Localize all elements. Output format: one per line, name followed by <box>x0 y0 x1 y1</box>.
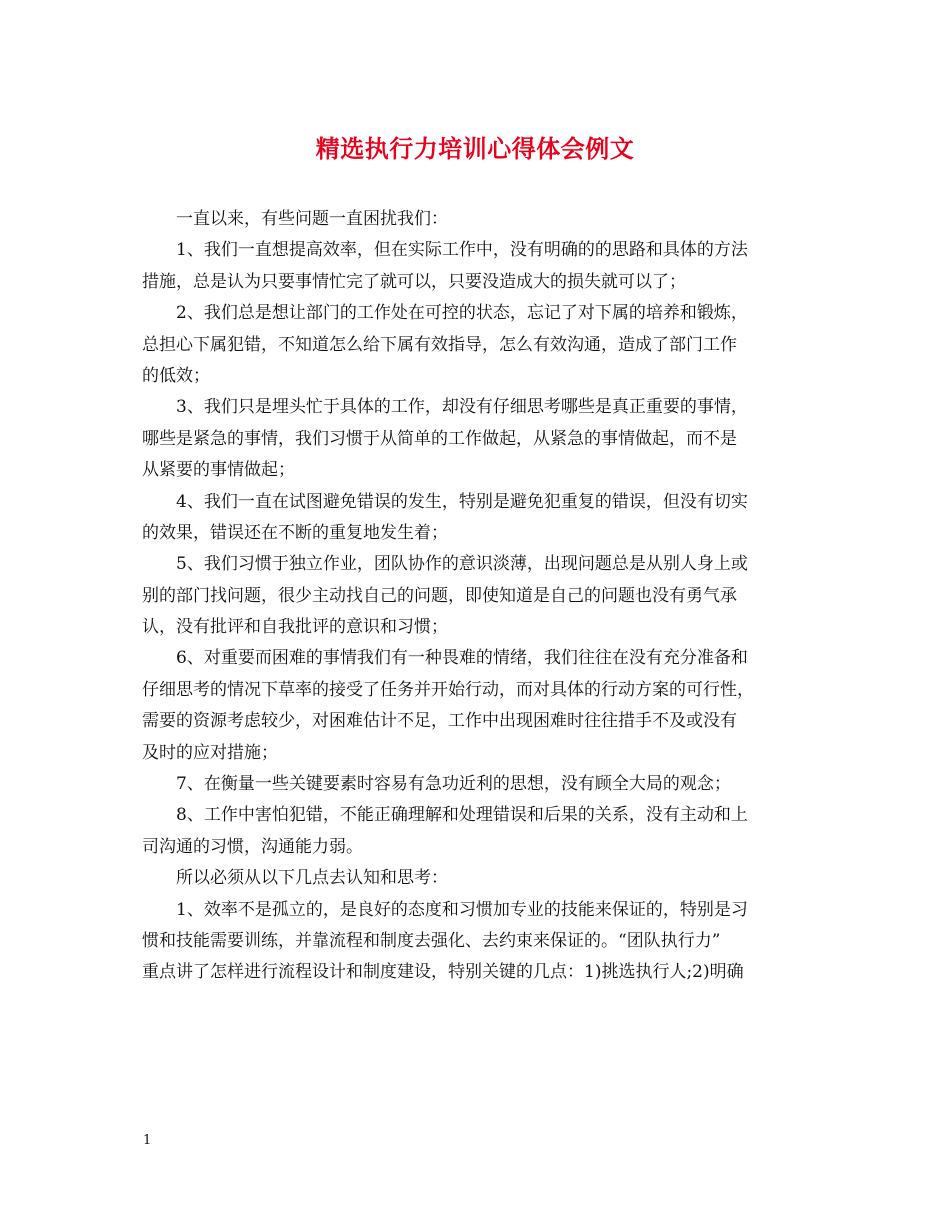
text-line: 认，没有批评和自我批评的意识和习惯； <box>142 617 448 638</box>
text-line: 1、效率不是孤立的，是良好的态度和习惯加专业的技能来保证的，特别是习 <box>176 899 748 920</box>
text-line: 2、我们总是想让部门的工作处在可控的状态，忘记了对下属的培养和锻炼， <box>176 303 748 324</box>
text-line: 需要的资源考虑较少，对困难估计不足，工作中出现困难时往往措手不及或没有 <box>142 711 737 732</box>
text-line: 及时的应对措施； <box>142 742 278 763</box>
text-line: 一直以来，有些问题一直困扰我们： <box>176 209 448 229</box>
text-line: 仔细思考的情况下草率的接受了任务并开始行动，而对具体的行动方案的可行性， <box>142 679 754 700</box>
text-line: 8、工作中害怕犯错，不能正确理解和处理错误和后果的关系，没有主动和上 <box>176 805 748 826</box>
text-line: 1、我们一直想提高效率，但在实际工作中，没有明确的的思路和具体的方法 <box>176 240 748 261</box>
text-line: 6、对重要而困难的事情我们有一种畏难的情绪，我们往往在没有充分准备和 <box>176 648 748 669</box>
text-line: 司沟通的习惯，沟通能力弱。 <box>142 836 363 857</box>
text-line: 4、我们一直在试图避免错误的发生，特别是避免犯重复的错误，但没有切实 <box>176 491 748 512</box>
text-line: 总担心下属犯错，不知道怎么给下属有效指导，怎么有效沟通，造成了部门工作 <box>142 334 737 355</box>
text-line: 所以必须从以下几点去认知和思考： <box>176 868 448 889</box>
document-body <box>142 204 810 989</box>
text-line: 别的部门找问题，很少主动找自己的问题，即使知道是自己的问题也没有勇气承 <box>142 585 737 606</box>
text-line: 从紧要的事情做起； <box>142 460 295 481</box>
text-line: 惯和技能需要训练，并靠流程和制度去强化、去约束来保证的。“团队执行力” <box>142 930 721 951</box>
text-line: 的低效； <box>142 365 210 386</box>
text-line: 的效果，错误还在不断的重复地发生着； <box>142 522 448 543</box>
text-line: 哪些是紧急的事情，我们习惯于从简单的工作做起，从紧急的事情做起，而不是 <box>142 428 737 449</box>
text-line: 5、我们习惯于独立作业，团队协作的意识淡薄，出现问题总是从别人身上或 <box>176 554 748 575</box>
document-title: 精选执行力培训心得体会例文 <box>315 134 635 163</box>
text-line: 重点讲了怎样进行流程设计和制度建设，特别关键的几点：1)挑选执行人;2)明确 <box>142 962 744 983</box>
text-line: 7、在衡量一些关键要素时容易有急功近利的思想，没有顾全大局的观念； <box>176 774 731 795</box>
page-number: 1 <box>143 1133 152 1148</box>
text-line: 3、我们只是埋头忙于具体的工作，却没有仔细思考哪些是真正重要的事情， <box>176 397 748 418</box>
text-line: 措施，总是认为只要事情忙完了就可以，只要没造成大的损失就可以了； <box>142 271 686 292</box>
